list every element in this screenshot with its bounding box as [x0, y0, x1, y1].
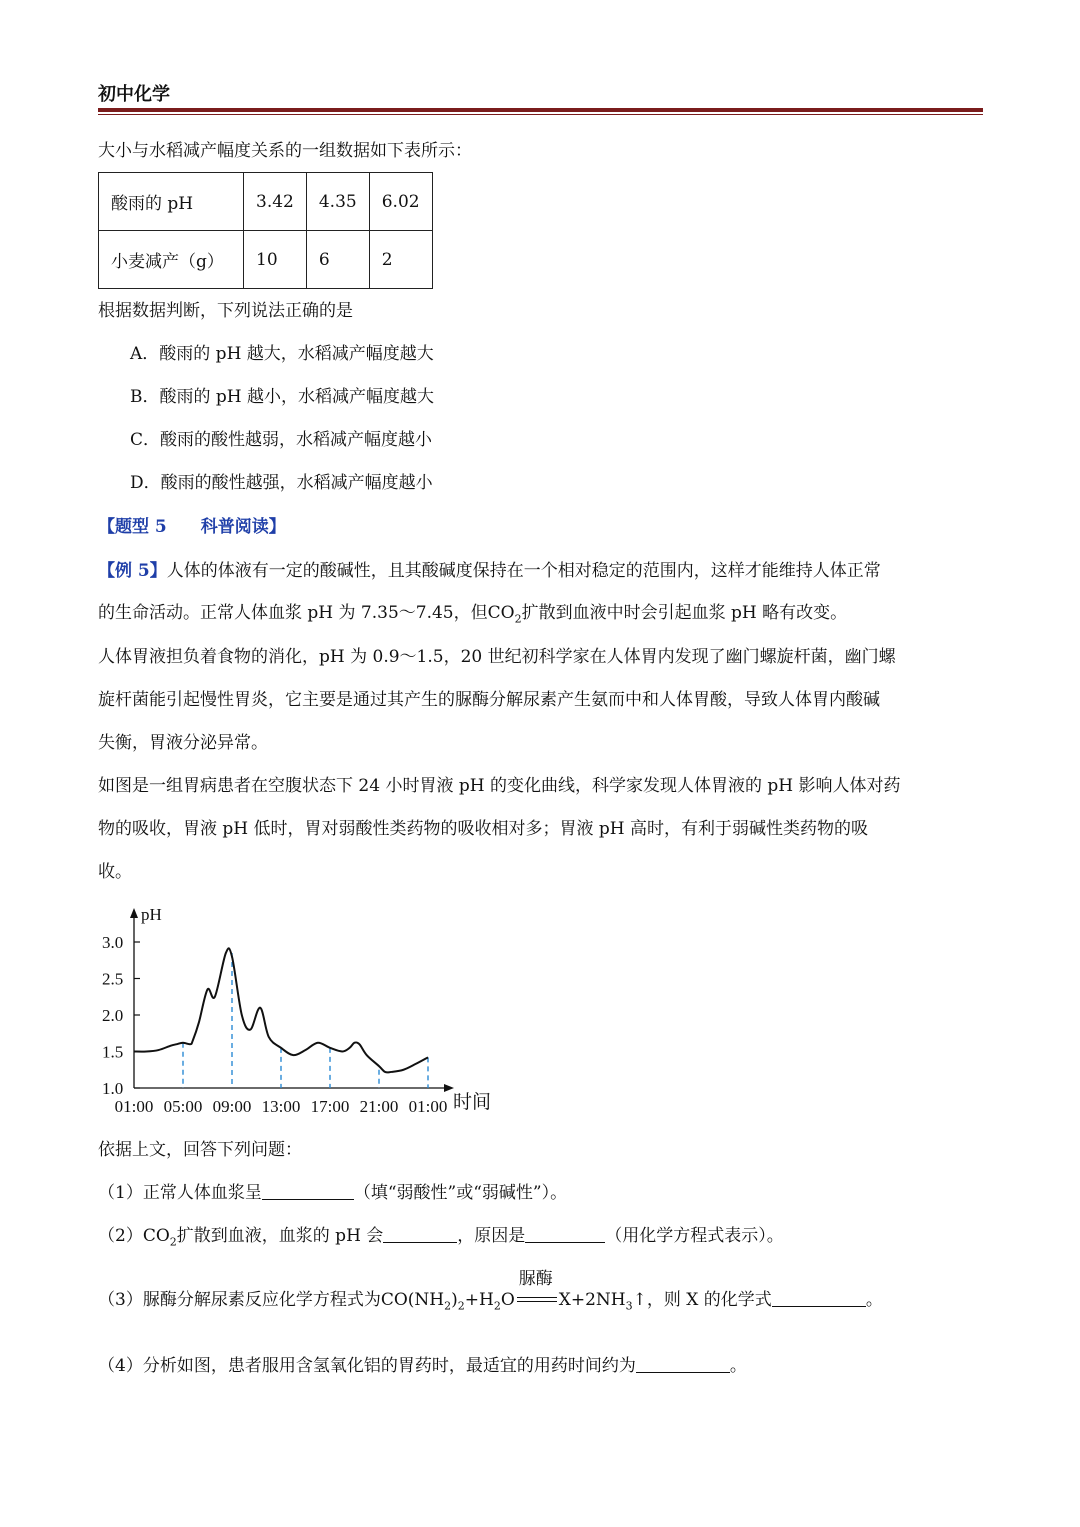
- answer-blank-2b[interactable]: [525, 1224, 605, 1243]
- urea-equation: $CO(NH_2)_2+H_2O$ 脲酶 $X+2NH_3↑$: [380, 1269, 647, 1313]
- example-p2-line3: 失衡，胃液分泌异常。: [98, 733, 268, 753]
- header-rule-thin: [98, 114, 983, 115]
- answer-blank-2a[interactable]: [383, 1224, 457, 1243]
- y-tick-label: 1.0: [102, 1079, 124, 1098]
- question-text: ，则 X 的化学式: [646, 1290, 772, 1310]
- question-text: 。: [865, 1290, 883, 1310]
- ph-line-chart: [96, 900, 516, 1125]
- x-axis-arrow: [444, 1084, 454, 1092]
- question-text: 。: [729, 1356, 747, 1376]
- y-axis-arrow: [130, 908, 138, 918]
- question-3: [98, 1269, 883, 1318]
- question-text: 扩散到血液，血浆的 pH 会: [176, 1226, 384, 1246]
- co2-formula: $CO_2$: [142, 1226, 177, 1249]
- catalyst-equals: [515, 1269, 559, 1307]
- y-axis-label: pH: [141, 905, 162, 924]
- data-table: [98, 172, 433, 289]
- example-p3-line1: 如图是一组胃病患者在空腹状态下 24 小时胃液 pH 的变化曲线，科学家发现人体胃液的 pH 影响人体对药: [98, 776, 901, 796]
- y-tick-label: 2.5: [102, 969, 124, 989]
- example-p1-line1: [98, 559, 881, 583]
- x-tick-label: 13:00: [261, 1097, 301, 1116]
- intro-text: 大小与水稻减产幅度关系的一组数据如下表所示：: [98, 141, 472, 161]
- option-a: A．酸雨的 pH 越大，水稻减产幅度越大: [130, 344, 434, 364]
- x-axis-label: 时间: [453, 1092, 492, 1113]
- example-p3-line3: 收。: [98, 862, 132, 882]
- question-2: [98, 1224, 784, 1254]
- question-text: （2）: [98, 1226, 143, 1246]
- table-cell: 2: [369, 231, 432, 289]
- example-p2-line1: 人体胃液担负着食物的消化，pH 为 0.9～1.5，20 世纪初科学家在人体胃内发现了幽门螺旋杆菌，幽门螺: [98, 647, 896, 667]
- table-row: [99, 231, 433, 289]
- x-tick-label: 09:00: [212, 1097, 252, 1116]
- example-p3-line2: 物的吸收，胃液 pH 低时，胃对弱酸性类药物的吸收相对多；胃液 pH 高时，有利于弱碱性类药物的吸: [98, 819, 869, 839]
- answer-blank-4[interactable]: [636, 1354, 730, 1373]
- option-c: C．酸雨的酸性越弱，水稻减产幅度越小: [130, 430, 433, 450]
- y-tick-label: 2.0: [102, 1006, 124, 1025]
- x-tick-label: 17:00: [310, 1097, 350, 1116]
- example-p2-line2: 旋杆菌能引起慢性胃炎，它主要是通过其产生的脲酶分解尿素产生氨而中和人体胃酸，导致人体胃内酸碱: [98, 690, 880, 710]
- x-tick-label: 01:00: [408, 1097, 448, 1116]
- table-cell: 10: [244, 231, 307, 289]
- answer-blank-1[interactable]: [262, 1181, 354, 1200]
- ph-series-line: [134, 948, 428, 1072]
- question-text: （填“弱酸性”或“弱碱性”）。: [353, 1183, 568, 1203]
- y-tick-label: 3.0: [102, 933, 124, 952]
- table-cell: 6: [306, 231, 369, 289]
- question-text: （4）分析如图，患者服用含氢氧化铝的胃药时，最适宜的用药时间约为: [98, 1356, 636, 1376]
- question-text: ，原因是: [457, 1226, 526, 1246]
- question-1: [98, 1181, 567, 1205]
- x-tick-label: 01:00: [114, 1097, 154, 1116]
- question-stem: 根据数据判断，下列说法正确的是: [98, 301, 353, 321]
- example-tag: 【例 5】: [98, 561, 167, 581]
- question-text: （1）正常人体血浆呈: [98, 1183, 262, 1203]
- option-d: D．酸雨的酸性越强，水稻减产幅度越小: [130, 473, 433, 493]
- co2-formula: $CO_2$: [487, 603, 522, 626]
- section-title: 【题型 5 科普阅读】: [98, 517, 286, 537]
- x-tick-label: 05:00: [163, 1097, 203, 1116]
- y-tick-label: 1.5: [102, 1042, 124, 1062]
- table-cell: 小麦减产（g）: [99, 231, 244, 289]
- x-tick-label: 21:00: [359, 1097, 399, 1116]
- table-cell: 酸雨的 pH: [99, 173, 244, 231]
- question-text: （3）脲酶分解尿素反应化学方程式为: [98, 1290, 381, 1310]
- header-rule: [98, 108, 983, 112]
- question-text: （用化学方程式表示）。: [605, 1226, 784, 1246]
- table-cell: 6.02: [369, 173, 432, 231]
- table-row: [99, 173, 433, 231]
- option-b: B．酸雨的 pH 越小，水稻减产幅度越大: [130, 387, 435, 407]
- example-text: 扩散到血液中时会引起血浆 pH 略有改变。: [521, 603, 848, 623]
- example-p1-line2: [98, 601, 847, 631]
- table-cell: 3.42: [244, 173, 307, 231]
- example-text: 人体的体液有一定的酸碱性，且其酸碱度保持在一个相对稳定的范围内，这样才能维持人体正常: [166, 561, 881, 581]
- question-4: [98, 1354, 747, 1378]
- questions-lead: 依据上文，回答下列问题：: [98, 1140, 302, 1160]
- example-text: 的生命活动。正常人体血浆 pH 为 7.35～7.45，但: [98, 603, 488, 623]
- header-title: 初中化学: [98, 84, 170, 105]
- catalyst-label: 脲酶: [518, 1269, 553, 1289]
- answer-blank-3[interactable]: [772, 1288, 866, 1307]
- table-cell: 4.35: [306, 173, 369, 231]
